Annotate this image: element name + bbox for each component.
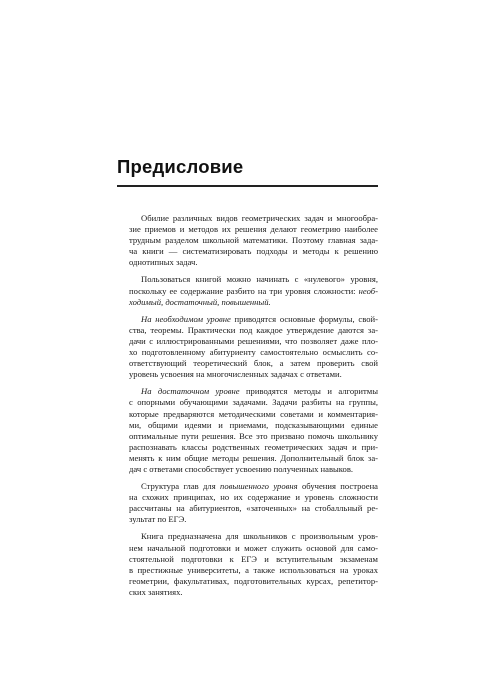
- advanced-level-emphasis: повышенного уровня: [220, 481, 298, 492]
- text-line: менять к ним общие методы решения. Дополнительный блок за-: [129, 452, 378, 463]
- text-line: Пользоваться книгой можно начинать с «нулевого» уровня,: [141, 274, 378, 285]
- paragraph-4: [117, 386, 378, 475]
- text-line: ских занятиях.: [129, 586, 183, 597]
- levels-emphasis: ходимый, достаточный, повышенный.: [129, 296, 271, 307]
- text-line: ства, теоремы. Практически под каждое утверждение даются за-: [129, 324, 378, 335]
- text-line: распознавать классы родственных геометрических задач и при-: [129, 441, 378, 452]
- text-line: однотипных задач.: [129, 257, 198, 268]
- text-line: трудным разделом школьной математики. Поэтому главная зада-: [129, 235, 378, 246]
- paragraph-2: [117, 274, 378, 307]
- text-line: [117, 314, 378, 325]
- text-line: геометрии, факультативах, подготовительных курсах, репетитор-: [129, 575, 378, 586]
- text-line: оптимальные пути решения. Все это призвано помочь школьнику: [129, 430, 378, 441]
- text-span: Структура глав для: [141, 481, 221, 492]
- text-line: на схожих принципах, но их содержание и уровень сложности: [129, 492, 378, 503]
- text-line: дач с ответами способствует усвоению полученных навыков.: [129, 463, 354, 474]
- text-line: [117, 286, 378, 297]
- sufficient-level-emphasis: На достаточном уровне: [141, 386, 240, 397]
- text-span: поскольку ее содержание разбито на три уровня сложности:: [129, 285, 359, 296]
- text-span: приводятся методы и алгоритмы: [239, 386, 378, 397]
- text-line: [117, 297, 378, 308]
- text-line: Обилие различных видов геометрических задач и многообра-: [141, 213, 378, 223]
- required-level-emphasis: На необходимом уровне: [141, 313, 231, 324]
- text-line: Книга предназначена для школьников с произвольным уров-: [141, 531, 378, 542]
- text-line: [117, 386, 378, 397]
- levels-emphasis: необ-: [358, 285, 378, 296]
- text-span: обучения построена: [297, 481, 378, 492]
- text-line: с опорными обучающими задачами. Задачи разбиты на группы,: [129, 397, 378, 408]
- text-line: зие приемов и методов их решения делают геометрию наиболее: [129, 224, 378, 235]
- text-line: которые предваряются методическими советами и комментария-: [129, 408, 378, 419]
- text-line: рассчитаны на абитуриентов, «заточенных» на стобалльный ре-: [129, 503, 378, 514]
- text-line: нем начальной подготовки и может служить основой для само-: [129, 542, 378, 553]
- paragraph-6: [117, 531, 378, 598]
- text-line: в престижные университеты, а также использоваться на уроках: [129, 564, 378, 575]
- paragraph-3: [117, 314, 378, 381]
- preface-body: [117, 213, 378, 604]
- text-line: [117, 481, 378, 492]
- text-line: уровень усвоения на многочисленных задачах с ответами.: [129, 369, 342, 380]
- title-underline: [117, 185, 378, 187]
- text-line: стоятельной подготовки к ЕГЭ и вступительным экзаменам: [129, 553, 378, 564]
- text-line: ми, общими идеями и приемами, подсказывающими единые: [129, 419, 378, 430]
- text-line: ответствующий теоретический блок, а затем проверить свой: [129, 358, 378, 369]
- text-line: ча книги — систематизировать подходы и методы к решению: [129, 246, 378, 257]
- paragraph-1: [117, 213, 378, 268]
- page-title: Предисловие: [117, 156, 244, 177]
- text-span: приводятся основные формулы, свой-: [230, 313, 378, 324]
- text-line: дачи с иллюстрированными решениями, что позволяет даже пло-: [129, 335, 378, 346]
- text-line: хо подготовленному абитуриенту самостоятельно осмыслить со-: [129, 347, 378, 358]
- paragraph-5: [117, 481, 378, 525]
- text-line: зультат по ЕГЭ.: [129, 514, 187, 525]
